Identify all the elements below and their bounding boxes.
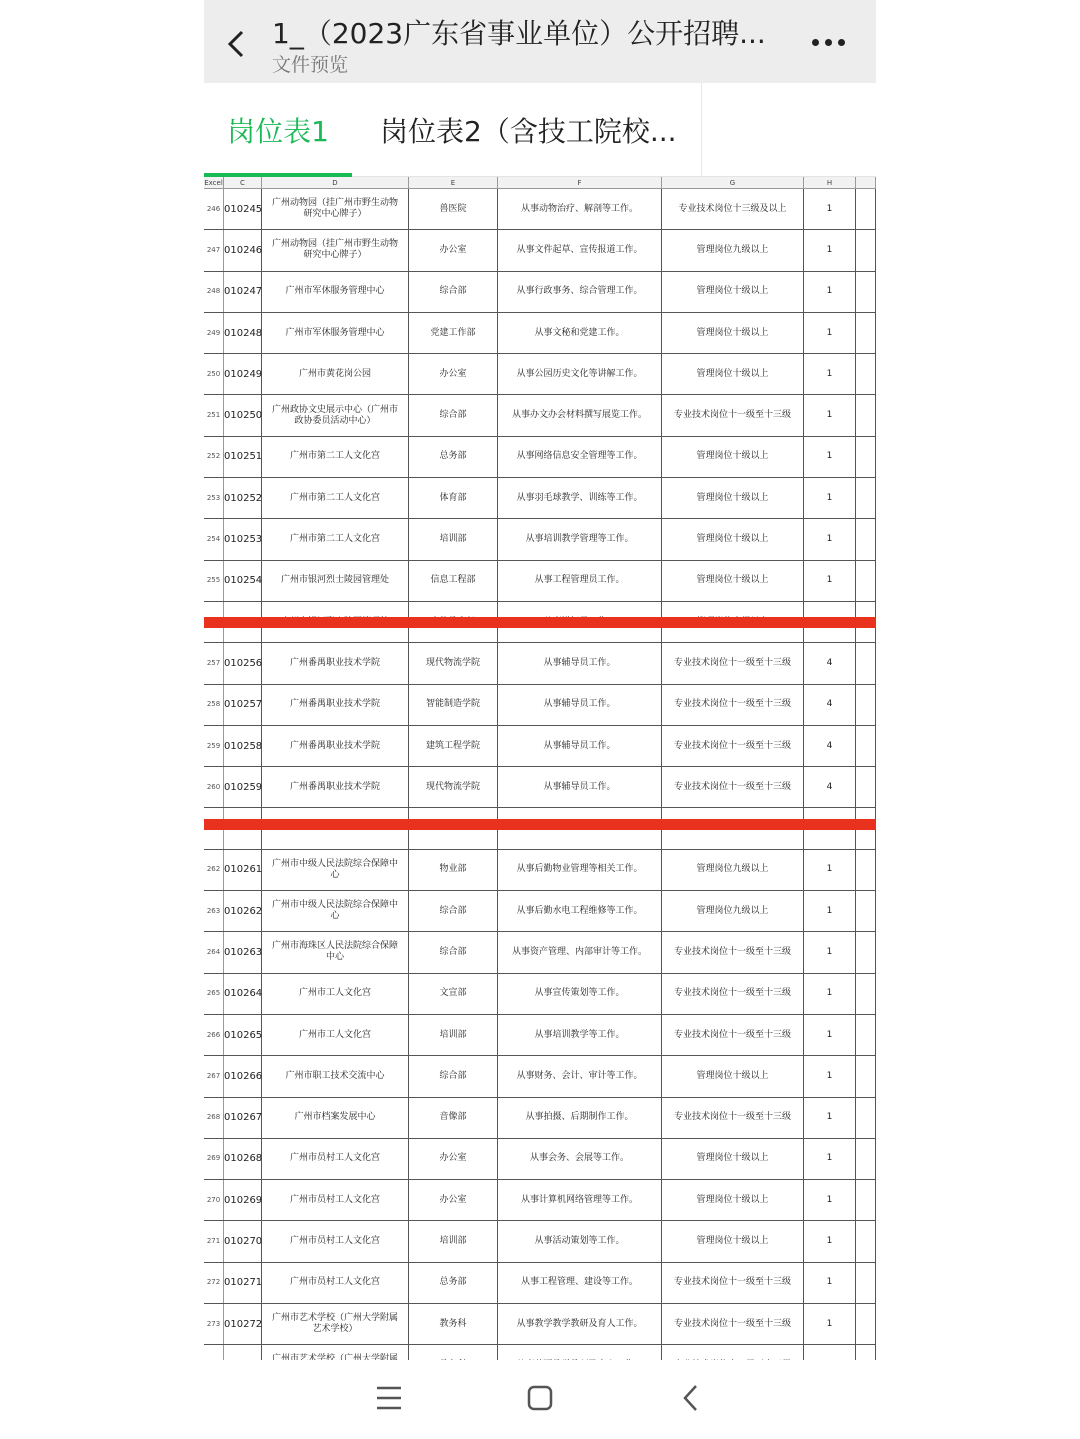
table-cell (856, 932, 876, 972)
table-row[interactable] (204, 1221, 876, 1262)
row-number: 253 (204, 478, 224, 518)
table-cell: 广州政协文史展示中心（广州市政协委员活动中心） (262, 395, 409, 435)
table-cell: 广州市海珠区人民法院综合保障中心 (262, 932, 409, 972)
table-cell: 从事辅导员工作。 (498, 726, 662, 766)
table-cell: 从事会务、会展等工作。 (498, 1139, 662, 1179)
red-highlight-line (204, 617, 876, 628)
table-cell: 1 (804, 932, 856, 972)
table-cell: 010265 (224, 1015, 262, 1055)
table-cell: 从事辅导员工作。 (498, 643, 662, 683)
row-number: 267 (204, 1056, 224, 1096)
table-cell: 010252 (224, 478, 262, 518)
tab-sheet-1[interactable]: 岗位表1 (204, 83, 352, 177)
table-cell: 010246 (224, 230, 262, 270)
table-cell: 从事后勤水电工程维修等工作。 (498, 891, 662, 931)
row-number: 247 (204, 230, 224, 270)
table-cell: 广州市中级人民法院综合保障中心 (262, 850, 409, 890)
table-cell: 从事培训教学等工作。 (498, 1015, 662, 1055)
table-cell: 广州市工人文化宫 (262, 1015, 409, 1055)
table-cell (856, 685, 876, 725)
row-number: 258 (204, 685, 224, 725)
table-cell: 1 (804, 850, 856, 890)
col-header: C (224, 177, 262, 188)
table-cell (856, 891, 876, 931)
table-cell (856, 313, 876, 353)
row-number: 272 (204, 1263, 224, 1303)
table-cell: 1 (804, 478, 856, 518)
table-row[interactable] (204, 354, 876, 395)
table-cell: 教务科 (409, 1304, 498, 1344)
table-cell: 管理岗位十级以上 (662, 1139, 804, 1179)
table-cell: 专业技术岗位十一级至十三级 (662, 1098, 804, 1138)
table-cell (856, 1098, 876, 1138)
table-cell: 广州市第二工人文化宫 (262, 437, 409, 477)
system-nav-bar (0, 1360, 1080, 1439)
table-cell: 从事活动策划等工作。 (498, 1221, 662, 1261)
table-cell (856, 437, 876, 477)
top-bar (204, 0, 876, 83)
row-number: 270 (204, 1180, 224, 1220)
table-cell: 从事网络信息安全管理等工作。 (498, 437, 662, 477)
row-number: 262 (204, 850, 224, 890)
col-header: F (498, 177, 662, 188)
column-header-row (204, 177, 876, 189)
table-cell: 信息工程部 (409, 561, 498, 601)
table-cell: 专业技术岗位十一级至十三级 (662, 685, 804, 725)
table-cell: 从事资产管理、内部审计等工作。 (498, 932, 662, 972)
row-number: 266 (204, 1015, 224, 1055)
table-cell: 广州市职工技术交流中心 (262, 1056, 409, 1096)
table-cell: 广州市工人文化宫 (262, 974, 409, 1014)
table-cell: 管理岗位十级以上 (662, 561, 804, 601)
table-cell: 1 (804, 1304, 856, 1344)
row-number: 264 (204, 932, 224, 972)
table-cell: 兽医院 (409, 189, 498, 229)
row-number: 260 (204, 767, 224, 807)
row-number: 268 (204, 1098, 224, 1138)
table-cell: 广州市第二工人文化宫 (262, 478, 409, 518)
tab-sheet-2[interactable]: 岗位表2（含技工院校... (352, 83, 702, 177)
table-cell: 建筑工程学院 (409, 726, 498, 766)
table-cell: 办公室 (409, 230, 498, 270)
table-cell: 从事工程管理、建设等工作。 (498, 1263, 662, 1303)
table-cell: 010270 (224, 1221, 262, 1261)
table-cell (856, 561, 876, 601)
menu-icon[interactable] (374, 1380, 404, 1416)
table-cell (856, 1263, 876, 1303)
table-row[interactable] (204, 395, 876, 436)
table-cell: 1 (804, 189, 856, 229)
table-row[interactable] (204, 1139, 876, 1180)
table-cell: 综合部 (409, 395, 498, 435)
table-cell: 1 (804, 1180, 856, 1220)
table-cell: 培训部 (409, 519, 498, 559)
table-cell: 广州市员村工人文化宫 (262, 1139, 409, 1179)
table-cell: 广州市员村工人文化宫 (262, 1180, 409, 1220)
table-cell: 010256 (224, 643, 262, 683)
table-cell: 1 (804, 891, 856, 931)
table-cell: 管理岗位十级以上 (662, 437, 804, 477)
table-row[interactable] (204, 519, 876, 560)
table-cell: 1 (804, 230, 856, 270)
table-cell: 广州番禺职业技术学院 (262, 767, 409, 807)
table-cell: 1 (804, 974, 856, 1014)
table-cell: 从事财务、会计、审计等工作。 (498, 1056, 662, 1096)
table-cell: 010269 (224, 1180, 262, 1220)
table-cell: 1 (804, 1221, 856, 1261)
table-cell: 010268 (224, 1139, 262, 1179)
col-header: G (662, 177, 804, 188)
table-cell: 管理岗位九级以上 (662, 230, 804, 270)
table-cell: 4 (804, 767, 856, 807)
row-number: 269 (204, 1139, 224, 1179)
table-row[interactable] (204, 189, 876, 230)
table-cell: 从事宣传策划等工作。 (498, 974, 662, 1014)
table-cell: 1 (804, 1263, 856, 1303)
table-cell: 010272 (224, 1304, 262, 1344)
table-cell: 010248 (224, 313, 262, 353)
table-cell: 从事辅导员工作。 (498, 685, 662, 725)
table-cell: 1 (804, 1056, 856, 1096)
row-number: 250 (204, 354, 224, 394)
row-number: 259 (204, 726, 224, 766)
table-cell (856, 1015, 876, 1055)
table-cell: 体育部 (409, 478, 498, 518)
table-row[interactable] (204, 974, 876, 1015)
row-number: 265 (204, 974, 224, 1014)
table-row[interactable] (204, 891, 876, 932)
table-cell: 010254 (224, 561, 262, 601)
table-cell: 广州市第二工人文化宫 (262, 519, 409, 559)
table-cell: 广州番禺职业技术学院 (262, 685, 409, 725)
table-cell: 音像部 (409, 1098, 498, 1138)
table-cell: 010245 (224, 189, 262, 229)
back-arrow-icon[interactable] (222, 24, 250, 64)
table-cell: 专业技术岗位十一级至十三级 (662, 932, 804, 972)
back-icon[interactable] (680, 1380, 702, 1416)
table-cell: 010263 (224, 932, 262, 972)
table-cell: 010253 (224, 519, 262, 559)
row-number: 254 (204, 519, 224, 559)
table-cell: 从事拍摄、后期制作工作。 (498, 1098, 662, 1138)
table-cell: 管理岗位九级以上 (662, 850, 804, 890)
table-cell: 综合部 (409, 272, 498, 312)
table-cell (856, 850, 876, 890)
table-cell: 010267 (224, 1098, 262, 1138)
table-cell (856, 1180, 876, 1220)
table-cell: 从事教学教学教研及育人工作。 (498, 1304, 662, 1344)
file-subtitle: 文件预览 (272, 54, 349, 76)
table-cell: 广州市艺术学校（广州大学附属艺术学校） (262, 1304, 409, 1344)
row-number: 252 (204, 437, 224, 477)
table-cell: 4 (804, 685, 856, 725)
table-row[interactable] (204, 1098, 876, 1139)
table-row[interactable] (204, 1263, 876, 1304)
table-cell: 专业技术岗位十一级至十三级 (662, 726, 804, 766)
table-cell (856, 1056, 876, 1096)
table-row[interactable] (204, 685, 876, 726)
table-cell: 专业技术岗位十一级至十三级 (662, 395, 804, 435)
table-cell (856, 1304, 876, 1344)
table-cell: 广州市员村工人文化宫 (262, 1221, 409, 1261)
table-cell (856, 395, 876, 435)
table-row[interactable] (204, 561, 876, 602)
table-cell: 广州番禺职业技术学院 (262, 643, 409, 683)
table-cell: 从事计算机网络管理等工作。 (498, 1180, 662, 1220)
table-cell: 专业技术岗位十一级至十三级 (662, 767, 804, 807)
table-cell: 从事辅导员工作。 (498, 767, 662, 807)
table-cell: 从事工程管理员工作。 (498, 561, 662, 601)
table-cell: 1 (804, 1015, 856, 1055)
table-cell: 广州动物园（挂广州市野生动物研究中心牌子） (262, 189, 409, 229)
table-cell: 010250 (224, 395, 262, 435)
home-icon[interactable] (526, 1380, 554, 1416)
table-row[interactable] (204, 437, 876, 478)
table-row[interactable] (204, 767, 876, 808)
table-cell (856, 478, 876, 518)
table-cell: 现代物流学院 (409, 767, 498, 807)
table-cell: 广州市银河烈士陵园管理处 (262, 561, 409, 601)
table-cell: 从事后勤物业管理等相关工作。 (498, 850, 662, 890)
table-row[interactable] (204, 272, 876, 313)
table-cell (856, 272, 876, 312)
col-header (856, 177, 876, 188)
table-cell: 010261 (224, 850, 262, 890)
table-cell (856, 643, 876, 683)
table-cell: 010264 (224, 974, 262, 1014)
row-number: 263 (204, 891, 224, 931)
table-cell: 培训部 (409, 1015, 498, 1055)
table-cell: 广州市档案发展中心 (262, 1098, 409, 1138)
col-header: D (262, 177, 409, 188)
table-cell: 广州动物园（挂广州市野生动物研究中心牌子） (262, 230, 409, 270)
table-cell (856, 189, 876, 229)
table-row[interactable] (204, 643, 876, 684)
table-cell: 管理岗位十级以上 (662, 1221, 804, 1261)
table-cell: 010259 (224, 767, 262, 807)
table-cell: 从事公园历史文化等讲解工作。 (498, 354, 662, 394)
table-cell: 智能制造学院 (409, 685, 498, 725)
table-cell (856, 230, 876, 270)
table-cell (856, 519, 876, 559)
table-body (204, 189, 876, 1387)
table-cell: 办公室 (409, 1180, 498, 1220)
table-cell (856, 726, 876, 766)
table-cell: 010251 (224, 437, 262, 477)
table-cell: 从事文件起草、宣传报道工作。 (498, 230, 662, 270)
table-cell: 010266 (224, 1056, 262, 1096)
row-number: 257 (204, 643, 224, 683)
table-cell (856, 354, 876, 394)
table-cell: 广州市军休服务管理中心 (262, 272, 409, 312)
table-cell: 1 (804, 1098, 856, 1138)
table-cell: 管理岗位十级以上 (662, 1180, 804, 1220)
table-cell: 010262 (224, 891, 262, 931)
table-row[interactable] (204, 478, 876, 519)
table-row[interactable] (204, 313, 876, 354)
table-row[interactable] (204, 1056, 876, 1097)
table-cell: 总务部 (409, 437, 498, 477)
table-cell: 010271 (224, 1263, 262, 1303)
table-cell: 从事动物治疗、解剖等工作。 (498, 189, 662, 229)
table-cell (856, 974, 876, 1014)
more-options-icon[interactable] (812, 30, 846, 54)
row-number: 251 (204, 395, 224, 435)
table-cell: 010257 (224, 685, 262, 725)
table-row[interactable] (204, 230, 876, 271)
table-cell: 专业技术岗位十一级至十三级 (662, 974, 804, 1014)
table-cell: 培训部 (409, 1221, 498, 1261)
table-cell: 专业技术岗位十一级至十三级 (662, 643, 804, 683)
table-cell: 1 (804, 272, 856, 312)
table-cell: 办公室 (409, 1139, 498, 1179)
table-cell: 专业技术岗位十一级至十三级 (662, 1015, 804, 1055)
spreadsheet[interactable] (204, 177, 876, 1360)
sheet-tabs (204, 83, 876, 177)
red-highlight-line (204, 819, 876, 830)
table-row[interactable] (204, 850, 876, 891)
table-cell: 综合部 (409, 891, 498, 931)
table-cell: 管理岗位十级以上 (662, 1056, 804, 1096)
table-cell: 管理岗位十级以上 (662, 478, 804, 518)
phone-screen (204, 0, 876, 1360)
table-cell: 现代物流学院 (409, 643, 498, 683)
table-cell: 广州番禺职业技术学院 (262, 726, 409, 766)
table-row[interactable] (204, 1304, 876, 1345)
table-cell (856, 767, 876, 807)
table-cell: 1 (804, 395, 856, 435)
table-cell: 办公室 (409, 354, 498, 394)
table-cell: 广州市军休服务管理中心 (262, 313, 409, 353)
table-cell: 4 (804, 726, 856, 766)
table-cell: 从事行政事务、综合管理工作。 (498, 272, 662, 312)
table-cell: 从事培训教学管理等工作。 (498, 519, 662, 559)
table-cell: 从事羽毛球教学、训练等工作。 (498, 478, 662, 518)
table-cell: 物业部 (409, 850, 498, 890)
table-cell: 从事办文办会材料撰写展览工作。 (498, 395, 662, 435)
table-row[interactable] (204, 1180, 876, 1221)
table-cell: 专业技术岗位十一级至十三级 (662, 1263, 804, 1303)
table-cell: 专业技术岗位十三级及以上 (662, 189, 804, 229)
table-cell: 广州市中级人民法院综合保障中心 (262, 891, 409, 931)
row-number: 249 (204, 313, 224, 353)
table-cell: 010247 (224, 272, 262, 312)
row-number: 273 (204, 1304, 224, 1344)
table-cell: 管理岗位十级以上 (662, 354, 804, 394)
table-row[interactable] (204, 1015, 876, 1056)
table-cell: 党建工作部 (409, 313, 498, 353)
table-cell: 1 (804, 561, 856, 601)
table-cell: 广州市黄花岗公园 (262, 354, 409, 394)
col-header: Excel (204, 179, 223, 187)
table-cell: 综合部 (409, 1056, 498, 1096)
table-cell: 1 (804, 354, 856, 394)
file-title: 1_（2023广东省事业单位）公开招聘... (272, 17, 766, 50)
table-cell (856, 1221, 876, 1261)
table-row[interactable] (204, 726, 876, 767)
table-cell: 010249 (224, 354, 262, 394)
table-cell: 广州市员村工人文化宫 (262, 1263, 409, 1303)
table-cell: 从事文秘和党建工作。 (498, 313, 662, 353)
table-cell: 管理岗位九级以上 (662, 891, 804, 931)
table-cell: 综合部 (409, 932, 498, 972)
table-cell: 文宣部 (409, 974, 498, 1014)
table-cell: 管理岗位十级以上 (662, 519, 804, 559)
col-header: H (804, 177, 856, 188)
row-number: 271 (204, 1221, 224, 1261)
table-cell: 专业技术岗位十一级至十三级 (662, 1304, 804, 1344)
table-cell: 总务部 (409, 1263, 498, 1303)
row-number: 255 (204, 561, 224, 601)
table-cell: 1 (804, 1139, 856, 1179)
table-cell: 管理岗位十级以上 (662, 313, 804, 353)
table-cell: 1 (804, 313, 856, 353)
row-number: 248 (204, 272, 224, 312)
table-cell: 管理岗位十级以上 (662, 272, 804, 312)
row-number: 246 (204, 189, 224, 229)
table-cell: 4 (804, 643, 856, 683)
table-cell: 1 (804, 519, 856, 559)
col-header: E (409, 177, 498, 188)
table-cell (856, 1139, 876, 1179)
table-cell: 010258 (224, 726, 262, 766)
table-row[interactable] (204, 932, 876, 973)
table-cell: 1 (804, 437, 856, 477)
